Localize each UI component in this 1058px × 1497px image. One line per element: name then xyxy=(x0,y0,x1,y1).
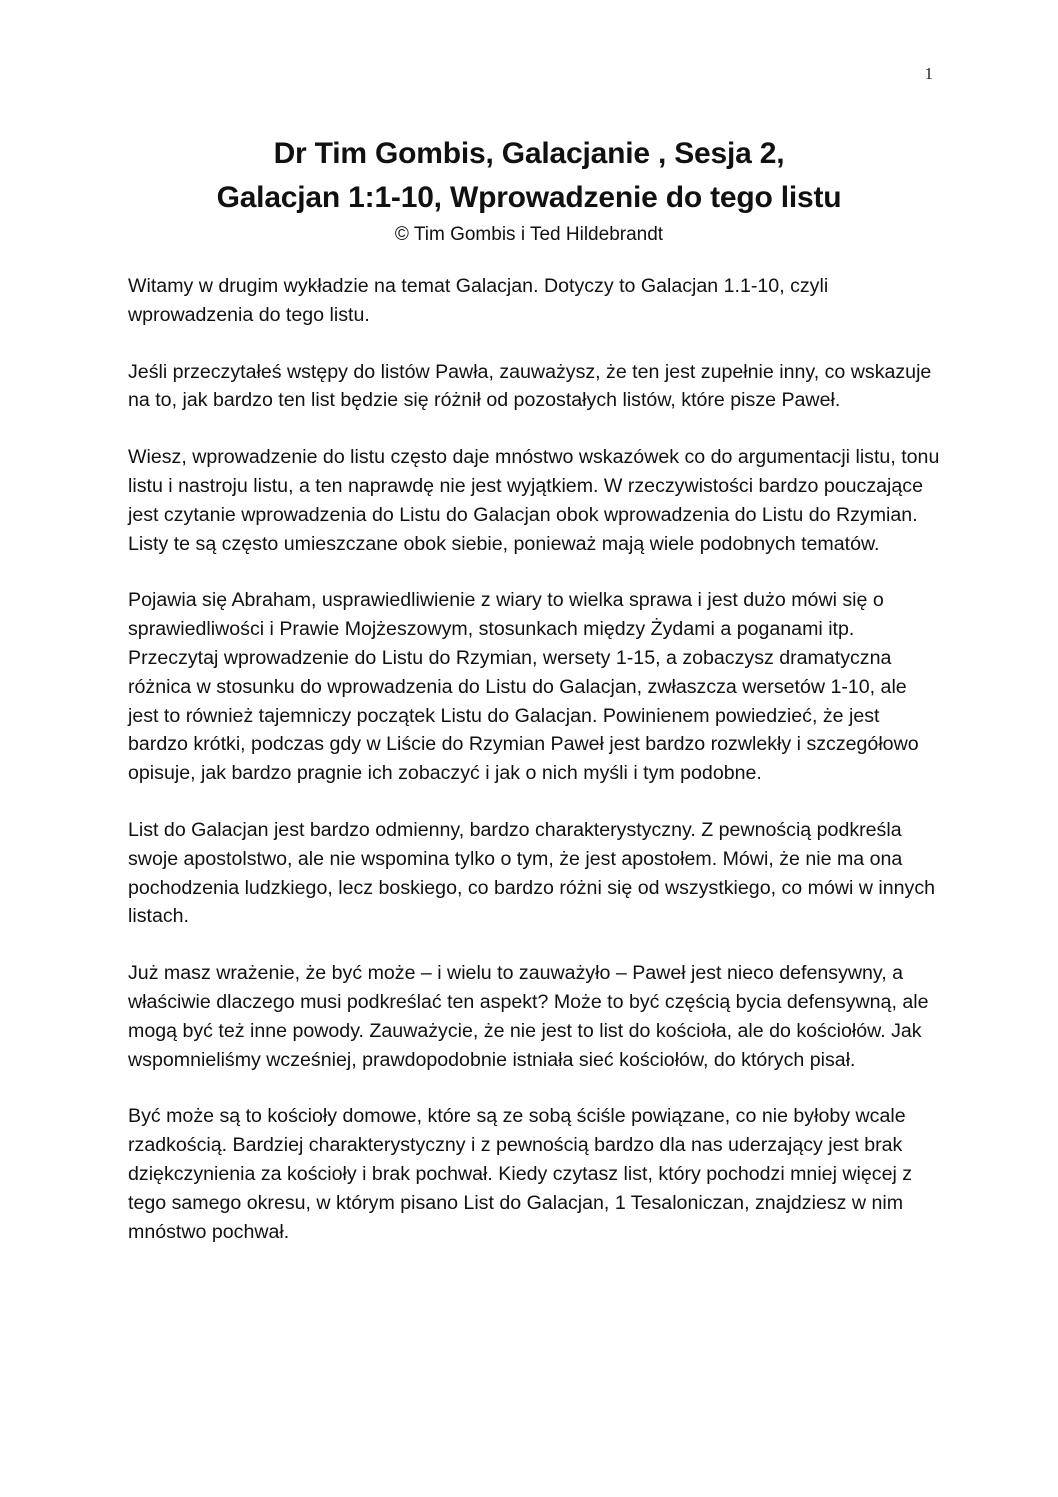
page-number: 1 xyxy=(924,64,933,83)
copyright-line: © Tim Gombis i Ted Hildebrandt xyxy=(394,224,664,245)
paragraph-1: Witamy w drugim wykładzie na temat Galacjan. Dotyczy to Galacjan 1.1-10, czyli wprowadzenia do tego listu. xyxy=(128,275,829,326)
paragraph-6: Już masz wrażenie, że być może – i wielu to zauważyło – Paweł jest nieco defensywny, a właściwie dlaczego musi podkreślać ten aspekt? Może to być częścią bycia defensywną, ale mogą być też inne powody. Zauważycie, że nie jest to list do kościoła, ale do kościołów. Jak wspomnieliśmy wcześniej, prawdopodobnie istniała sieć kościołów, do których pisał. xyxy=(128,962,929,1071)
paragraph-5: List do Galacjan jest bardzo odmienny, bardzo charakterystyczny. Z pewnością podkreśla swoje apostolstwo, ale nie wspomina tylko o tym, że jest apostołem. Mówi, że nie ma ona pochodzenia ludzkiego, lecz boskiego, co bardzo różni się od wszystkiego, co mówi w innych listach. xyxy=(128,818,936,928)
document-title-line-2: Galacjan 1:1-10, Wprowadzenie do tego listu xyxy=(216,181,842,214)
paragraph-4: Pojawia się Abraham, usprawiedliwienie z wiary to wielka sprawa i jest dużo mówi się o sprawiedliwości i Prawie Mojżeszowym, stosunkach między Żydami a poganami itp. Przeczytaj wprowadzenie do Listu do Rzymian, wersety 1-15, a zobaczysz dramatyczna różnica w stosunku do wprowadzenia do Listu do Galacjan, zwłaszcza wersetów 1-10, ale jest to również tajemniczy początek Listu do Galacjan. Powinienem powiedzieć, że jest bardzo krótki, podczas gdy w Liście do Rzymian Paweł jest bardzo rozwlekły i szczegółowo opisuje, jak bardzo pragnie ich zobaczyć i jak o nich myśli i tym podobne. xyxy=(128,589,919,785)
document-header xyxy=(0,132,1058,250)
document-title-line-1: Dr Tim Gombis, Galacjanie , Sesja 2, xyxy=(273,137,785,170)
paragraph-3: Wiesz, wprowadzenie do listu często daje mnóstwo wskazówek co do argumentacji listu, tonu listu i nastroju listu, a ten naprawdę nie jest wyjątkiem. W rzeczywistości bardzo pouczające jest czytanie wprowadzenia do Listu do Galacjan obok wprowadzenia do Listu do Rzymian. Listy te są często umieszczane obok siebie, ponieważ mają wiele podobnych tematów. xyxy=(128,446,940,555)
paragraph-2: Jeśli przeczytałeś wstępy do listów Pawła, zauważysz, że ten jest zupełnie inny, co wskazuje na to, jak bardzo ten list będzie się różnił od pozostałych listów, które pisze Paweł. xyxy=(128,360,932,412)
document-body xyxy=(128,272,940,1274)
paragraph-7: Być może są to kościoły domowe, które są ze sobą ściśle powiązane, co nie byłoby wcale rzadkością. Bardziej charakterystyczny i z pewnością bardzo dla nas uderzający jest brak dziękczynienia za kościoły i brak pochwał. Kiedy czytasz list, który pochodzi mniej więcej z tego samego okresu, w którym pisano List do Galacjan, 1 Tesaloniczan, znajdziesz w nim mnóstwo pochwał. xyxy=(128,1105,913,1243)
